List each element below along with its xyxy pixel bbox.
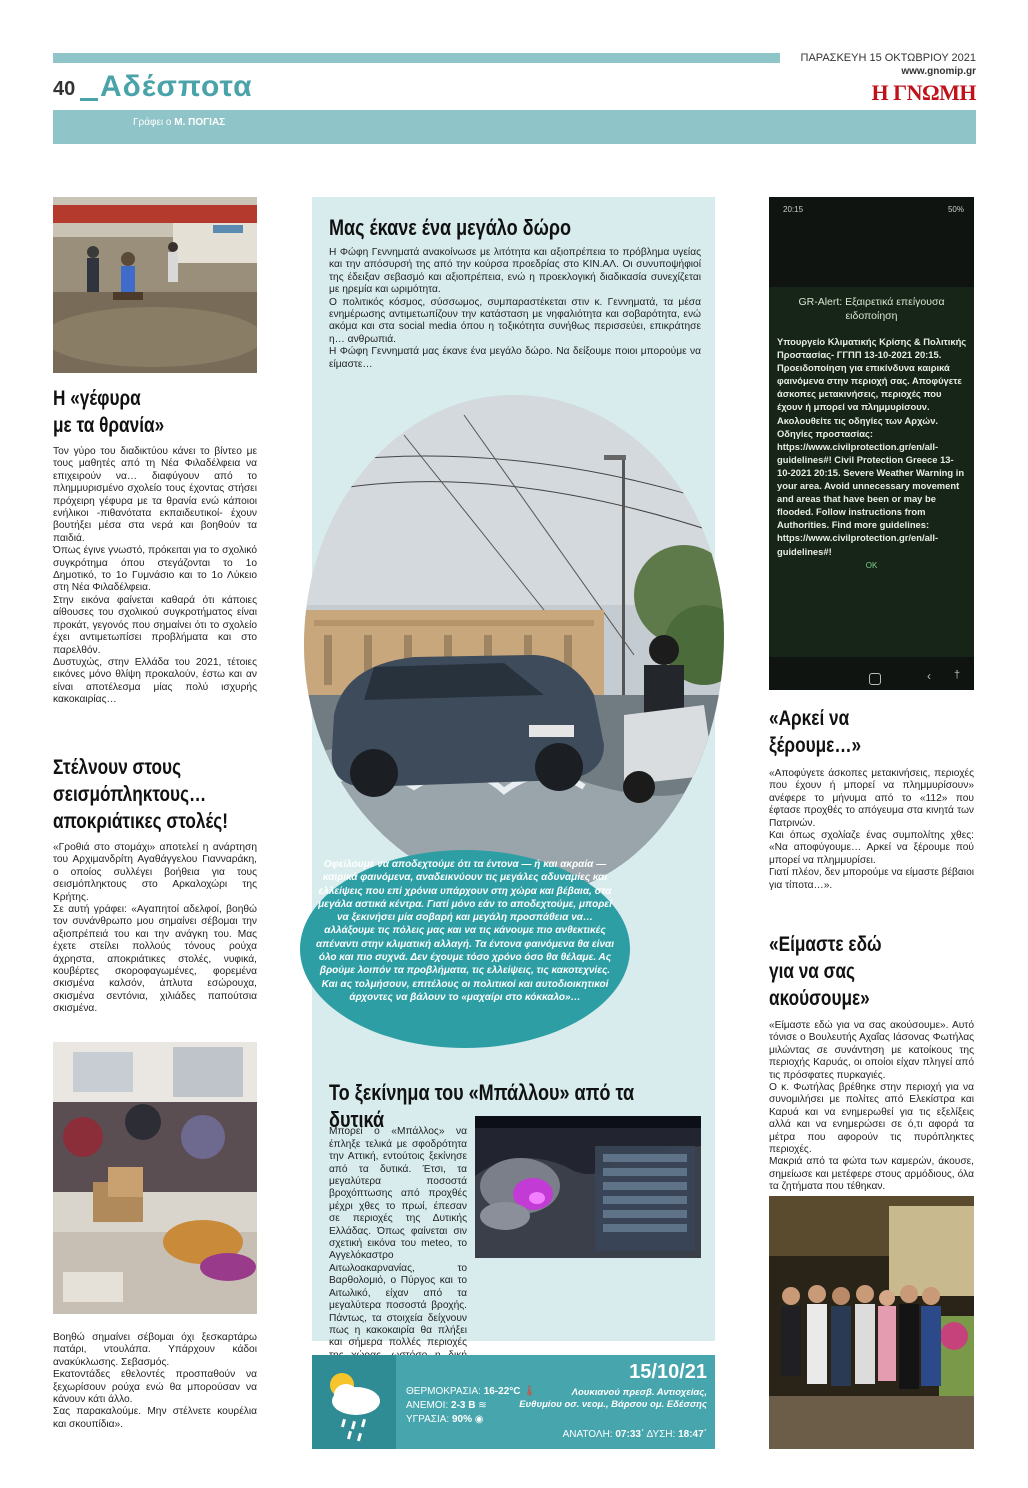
article-gift-body: Η Φώφη Γεννηματά ανακοίνωσε με λιτότητα και αξιοπρέπεια το πρόβλημα υγείας και την απόσυρσή της από την κούρσα προεδρίας στο ΚΙΝ.ΑΛ. Οι συνυποψήφιοί της έδειξαν σεβασμό και αξιοπρέπεια, ενώ η προεκλογική διαδικασία συνεχίζεται με ηρεμία και ωριμότητα. Ο πολιτικός κόσμος, σύσσωμος, συμπαραστέκεται στιν κ. Γεννηματά, τα μέσα ενημέρωσης αντιμετωπίζουν την κατάσταση με νηφαλιότητα και σοβαρότητα, ενώ ακόμα και στα social media όπου η τοξικότητα συνήθως περισσεύει, επικράτησε η… ανθρωπιά. Η Φώφη Γεννηματά μας έκανε ένα μεγάλο δώρο. Να δείξουμε ποιοι μπορούμε να είμαστε… [329,247,701,370]
article-listen-body: «Είμαστε εδώ για να σας ακούσουμε». Αυτό τόνισε ο Βουλευτής Αχαΐας Ιάσονας Φωτήλας μιλώντας σε συνάντηση με κατοίκους της περιοχής Καρυάς, οι οποίοι είχαν πληγεί από τις πρόσφατες πυρκαγιές. Ο κ. Φωτήλας βρέθηκε στην περιοχή για να συνομιλήσει με πολίτες από Ελεκίστρα και Καρυά και να ενημερωθεί για τις εξελίξεις αλλά και να ενημερώσει σε ό,τι αφορά τα μέτρα που αφορούν τις πυρόπληκτες περιοχές. Μακριά από τα φώτα των καμερών, άκουσε, σημείωσε και μετέφερε στους αρμόδιους, όλα τα ζητήματα που τέθηκαν. [769,1020,974,1193]
sunrise-value: 07:33΄ [615,1429,645,1440]
quote-text: Οφείλουμε να αποδεχτούμε ότι τα έντονα — ή και ακραία — καιρικά φαινόμενα, αναδεικνύουν τις μεγάλες αδυναμίες και ελλείψεις που επί χρόνια υπάρχουν στη χώρα και βέβαια, στα μεγάλα αστικά κέντρα. Γιατί μόνο εάν το αποδεχτούμε, μπορεί να ξεκινήσει μία σοβαρή και μεγάλη προσπάθεια να… αλλάξουμε τις πόλεις μας και να τις κάνουμε πιο ανθεκτικές απέναντι στην κλιματική αλλαγή. Τα έντονα φαινόμενα θα είναι όλο και πιο συχνά. Δεν έχουμε τόσο χρόνο όσο θα θέλαμε. Ας βρούμε λοιπόν τα προβλήματα, τις ελλείψεις, τις κακοτεχνίες. Και ας τολμήσουν, επιτέλους οι πολιτικοί και αυτοδιοικητικοί άρχοντες να βάλουν το «μαχαίρι στο κόκκαλο»… [316,859,614,1003]
article-know-title [769,705,974,759]
weather-satellite-map [475,1116,701,1258]
byline-author: Μ. ΠΟΓΙΑΣ [174,117,226,128]
donated-clothes-photo [53,1042,257,1314]
article-know-title-line1: «Αρκεί να [769,707,850,730]
weather-date: 15/10/21 [629,1361,707,1383]
header-rule [53,53,780,63]
rain-cloud-icon [312,1355,396,1449]
thermometer-icon: 🌡 [523,1386,536,1397]
drop-icon: ◉ [474,1414,484,1425]
article-bridge-title-line2: με τα θρανία» [53,414,165,437]
article-costumes-title-line1: Στέλνουν στους [53,756,182,779]
alert-body: Υπουργείο Κλιματικής Κρίσης & Πολιτικής Προστασίας- ΓΓΠΠ 13-10-2021 20:15. Προειδοποίηση για επικίνδυνα καιρικά φαινόμενα στην περιοχή σας. Αποφύγετε άσκοπες μετακινήσεις, περιοχές που έχουν ή μπορεί να πλημμυρίσουν. Ακολουθείτε τις οδηγίες των Αρχών. Οδηγίες προστασίας: https://www.civilprotection.gr/en/all-guidelines#! Civil Protection Greece 13-10-2021 20:15. Severe Weather Warning in your area. Avoid unnecessary movement and areas that have been or may be flooded. Follow instructions from Authorities. Find more guidelines: https://www.civilprotection.gr/en/all-guidelines#! [777,336,967,557]
sunset-label: ΔΥΣΗ: [646,1429,676,1440]
name-days [519,1387,707,1411]
article-costumes-title-line2: σεισμόπληκτους… [53,783,207,806]
name-days-line1: Λουκιανού πρεσβ. Αντιοχείας, [571,1387,707,1398]
article-bridge-title [53,385,258,439]
article-bridge-body: Τον γύρο του διαδικτύου κάνει το βίντεο με τους μαθητές από τη Νέα Φιλαδέλφεια να επιχειρούν να… διαφύγουν από το πλημμυρισμένο σχολείο τους έχοντας στήσει πρόχειρη γέφυρα με τα θρανία ενώ κάποιοι ενήλικοι -πιθανότατα εκπαιδευτικοί- έχουν βουτήξει μέσα στα νερά και βοηθούν τα παιδιά. Όπως έγινε γνωστό, πρόκειται για το σχολικό συγκρότημα όπου στεγάζονται το 1ο Δημοτικό, το 1ο Γυμνάσιο και το 1ο Λύκειο στη Νέα Φιλαδέλφεια. Στην εικόνα φαίνεται καθαρά ότι κάποιες αίθουσες του σχολικού συγκροτήματος είναι προκάτ, γεγονός που σημαίνει ότι το σχολείο έχει αντιμετωπίσει προβλήματα και στο παρελθόν. Δυστυχώς, στην Ελλάδα του 2021, τέτοιες εικόνες μόνο θλίψη προκαλούν, έστω και αν είναι αποτέλεσμα μίας πολύ ισχυρής κακοκαιρίας… [53,446,257,706]
home-icon[interactable] [869,673,881,685]
back-icon[interactable]: ‹ [927,669,931,683]
sun-times [563,1429,707,1440]
sunset-value: 18:47΄ [678,1429,707,1440]
article-listen-title [769,931,974,1012]
temp-value: 16-22°C [483,1386,521,1397]
temp-label: ΘΕΡΜΟΚΡΑΣΙΑ: [406,1386,481,1397]
humidity-label: ΥΓΡΑΣΙΑ: [406,1414,450,1425]
car-shape [332,655,604,797]
phone-battery: 50% [947,205,964,214]
site-url[interactable]: www.gnomip.gr [901,66,976,77]
newspaper-logo: Η ΓΝΩΜΗ [871,80,976,105]
issue-date: ΠΑΡΑΣΚΕΥΗ 15 ΟΚΤΩΒΡΙΟΥ 2021 [800,52,976,64]
phone-screenshot [769,197,974,690]
article-gift-title: Μας έκανε ένα μεγάλο δώρο [329,215,572,240]
name-days-line2: Ευθυμίου οσ. νεομ., Βάρσου ομ. Εδέσσης [519,1399,707,1410]
page-number: 40 [53,78,76,100]
alert-title-line1: GR-Alert: Εξαιρετικά επείγουσα [798,296,945,308]
accessibility-icon[interactable]: † [954,669,961,681]
article-costumes-title-line3: αποκριάτικες στολές! [53,810,228,833]
article-listen-title-line2: για να σας [769,960,856,983]
byline-prefix: Γράφει ο [133,117,172,128]
weather-box [312,1355,715,1449]
article-ballos-body-text: Μπορεί ο «Μπάλλος» να έπληξε τελικά με σφοδρότητα την Αττική, εντούτοις ξεκίνησε από τα δυτικά. Έτσι, τα μεγαλύτερα ποσοστά βροχόπτωσης από προχθές μέχρι χθες το πρωί, έπεσαν σε περιοχές της Δυτικής Ελλάδας. Όπως φαίνεται σιν σχετική εικόνα του meteo, το Αγγελόκαστρο Αιτωλοακαρνανίας, το Βαρθολομιό, ο Πύργος και το Αιτωλικό, είχαν από τα μεγαλύτερα ποσοστά βροχής. Πάντως, τα στοιχεία δείχνουν πως η κακοκαιρία θα πλήξει και σήμερα πολλές περιοχές [329,1126,467,1349]
phone-status-time: 20:15 [783,205,804,214]
wind-label: ΑΝΕΜΟΙ: [406,1400,449,1411]
wind-icon: ≋ [478,1400,487,1411]
weather-icon-box [312,1355,396,1449]
article-listen-title-line1: «Είμαστε εδώ [769,933,882,956]
alert-title [769,295,974,323]
article-ballos-title: Το ξεκίνημα του «Μπάλλου» από τα δυτικά [329,1080,635,1132]
article-costumes-title [53,754,258,835]
weather-stats [406,1385,536,1427]
alert-ok-button[interactable]: OK [865,561,878,570]
sunrise-label: ΑΝΑΤΟΛΗ: [562,1429,613,1440]
article-know-title-line2: ξέρουμε…» [769,734,862,757]
section-underline [80,98,98,101]
wind-value: 2-3 Β [451,1400,476,1411]
humidity-value: 90% [451,1414,472,1425]
meeting-photo [769,1196,974,1449]
alert-title-line2: ειδοποίηση [845,310,898,322]
article-know-body: «Αποφύγετε άσκοπες μετακινήσεις, περιοχές που έχουν ή μπορεί να πλημμυρίσουν» ανέφερε το μήνυμα από το «112» που έφτασε προχθές το απόγευμα στα κινητά των Πατρινών. Και όπως σχολίαζε ένας συμπολίτης χθες: «Να αποφύγουμε… Αρκεί να ξέρουμε πού μπορεί να πλημμυρίσει. Γιατί πλέον, δεν μπορούμε να είμαστε βέβαιοι για τίποτα…». [769,768,974,891]
article-ballos-body [329,1114,467,1387]
article-bridge-title-line1: Η «γέφυρα [53,387,141,410]
section-title: Αδέσποτα [100,70,253,103]
article-listen-title-line3: ακούσουμε» [769,987,870,1010]
byline [133,117,225,128]
flooded-school-photo [53,197,257,373]
article-costumes-body-continued: Βοηθώ σημαίνει σέβομαι όχι ξεσκαρτάρω πατάρι, ντουλάπα. Υπάρχουν κάδοι ανακύκλωσης. Σεβασμός. Εκατοντάδες εθελοντές προσπαθούν να ξεχωρίσουν ρούχα ενώ θα μπορούσαν να κάνουν κάτι άλλο. Σας παρακαλούμε. Μην στέλνετε κουρέλια και σκουπίδια». [53,1332,257,1430]
article-costumes-body: «Γροθιά στο στομάχι» αποτελεί η ανάρτηση του Αρχιμανδρίτη Αγαθάγγελου Γιανναράκη, ο οποίος συλλέγει βοήθεια για τους σεισμόπληκτους στο Αρκαλοχώρι της Κρήτης. Σε αυτή γράφει: «Αγαπητοί αδελφοί, βοηθώ τον συνάνθρωπο μου σημαίνει σέβομαι την αξιοπρέπειά του και την ανάγκη του. Μας έχετε στείλει πολλούς τόνους ρούχα άχρηστα, αποκριάτικες στολές, νυφικά, κουβέρτες σκοροφαγωμένες, φορεμένα σκισμένα καλσόν, άπλυτα εσώρουχα, σκισμένα σεντόνια, χιλιάδες παπούτσια σκισμένα. [53,842,257,1015]
